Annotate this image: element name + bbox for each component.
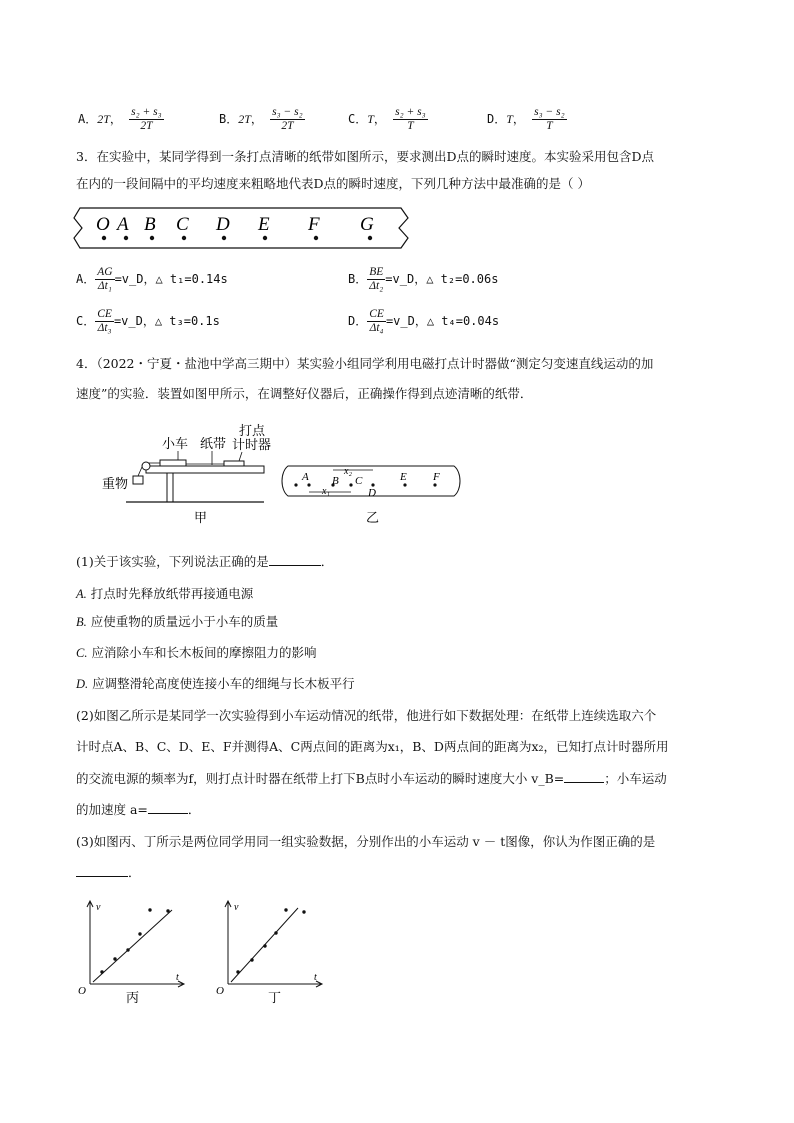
q4-sub2-line1: (2)如图乙所示是某同学一次实验得到小车运动情况的纸带，他进行如下数据处理：在纸带上连续选取六个 (76, 708, 657, 723)
q4-stem-line2: 速度”的实验．装置如图甲所示，在调整好仪器后，正确操作得到点迹清晰的纸带． (76, 386, 533, 401)
origin-label: O (78, 985, 86, 997)
tape-dot (368, 236, 372, 240)
tape-label-d: D (368, 487, 376, 499)
tape-dot (263, 236, 267, 240)
q4-sub1-option-c[interactable]: C. 应消除小车和长木板间的摩擦阻力的影响 (76, 645, 317, 660)
tape-label-a: A (117, 214, 129, 235)
axis-t-label: t (176, 972, 179, 983)
q4-apparatus-figure (96, 422, 272, 528)
tape-label-f: F (308, 214, 320, 235)
tape-dot (102, 236, 106, 240)
axis-v-label: v (234, 902, 239, 913)
q4-sub3-answer-blank[interactable] (76, 864, 128, 877)
q4-sub2-vb-blank[interactable] (564, 770, 604, 783)
timer (224, 461, 244, 466)
tape-dot (314, 236, 318, 240)
axis-v-label: v (96, 902, 101, 913)
tape-label-f: F (433, 471, 440, 483)
tape-label-d: D (216, 214, 230, 235)
q4-tape-figure (280, 460, 470, 528)
axis-t-label: t (314, 972, 317, 983)
tape-label-a: A (302, 471, 309, 483)
tape-dot (124, 236, 128, 240)
q2-option-b[interactable]: B．2T， $\frac{\text{s₃ − s₂}}{2T}$ (219, 106, 303, 132)
tape-label-b: B (144, 214, 156, 235)
tape-dot (222, 236, 226, 240)
q4-sub2-line2: 计时点A、B、C、D、E、F并测得A、C两点间的距离为x₁，B、D两点间的距离为x₂，已知打点计时器所用 (76, 739, 669, 754)
q4-sub1-stem: (1)关于该实验，下列说法正确的是 ． (76, 554, 334, 569)
graph-bing (74, 898, 190, 1008)
caption-bing: 丙 (126, 990, 140, 1005)
tape-dot (150, 236, 154, 240)
tape-dot (182, 236, 186, 240)
tape-label-e: E (258, 214, 270, 235)
q2-option-c[interactable]: C．T， $\frac{\text{s₂ + s₃}}{T}$ (348, 106, 426, 132)
q3-option-d[interactable]: D． $\frac{CE}{\text{Δt₄}}$ =v_D，△ t₄=0.04s (348, 308, 500, 334)
tape-label-b: B (332, 475, 339, 487)
tape-label-o: O (96, 214, 110, 235)
label-weight: 重物 (102, 476, 129, 491)
q3-paper-tape-figure (74, 202, 414, 252)
label-x2: x₂ (344, 466, 352, 477)
label-x1: x₁ (322, 486, 330, 497)
label-timer-top: 打点 (239, 423, 266, 438)
long-board (146, 466, 264, 473)
q4-sub2-line4: 的加速度 a= ． (76, 802, 201, 817)
q4-sub2-a-blank[interactable] (148, 801, 188, 814)
q3-option-c[interactable]: C． $\frac{CE}{\text{Δt₃}}$ =v_D，△ t₃=0.1s (76, 308, 220, 334)
label-car: 小车 (162, 436, 189, 451)
tape-label-c: C (176, 214, 189, 235)
q4-stem-line1: 4．（2022・宁夏・盐池中学高三期中）某实验小组同学利用电磁打点计时器做“测定匀变速直线运动的加 (76, 356, 654, 371)
fit-line (93, 910, 172, 982)
weight (133, 476, 143, 484)
tape-label-g: G (360, 214, 374, 235)
q4-sub3-line2: ． (76, 864, 141, 881)
q3-stem-line2: 在内的一段间隔中的平均速度来粗略地代表D点的瞬时速度，下列几种方法中最准确的是（ ） (76, 176, 590, 191)
table-leg (167, 473, 173, 502)
q2-option-d[interactable]: D．T， $\frac{\text{s₃ − s₂}}{T}$ (487, 106, 565, 132)
tape-label-c: C (355, 475, 363, 487)
caption-jia: 甲 (194, 510, 208, 525)
q3-stem-line1: 3．在实验中，某同学得到一条打点清晰的纸带如图所示，要求测出D点的瞬时速度。本实验采用包含D点 (76, 149, 654, 164)
q3-option-b[interactable]: B． $\frac{BE}{\text{Δt₂}}$ =v_D，△ t₂=0.06s (348, 266, 499, 292)
car (160, 460, 186, 466)
label-tape: 纸带 (200, 436, 227, 451)
graph-ding (212, 898, 328, 1008)
q4-sub3-line1: (3)如图丙、丁所示是两位同学用同一组实验数据，分别作出的小车运动 v － t图像，你认为作图正确的是 (76, 834, 656, 849)
origin-label: O (216, 985, 224, 997)
q4-sub1-answer-blank[interactable] (269, 553, 321, 566)
q2-option-a[interactable]: A．2T， $\frac{\text{s₂ + s₃}}{2T}$ (78, 106, 162, 132)
caption-yi: 乙 (366, 510, 380, 525)
q4-sub1-option-b[interactable]: B. 应使重物的质量远小于小车的质量 (76, 614, 279, 629)
q3-option-a[interactable]: A． $\frac{AG}{\text{Δt₁}}$ =v_D，△ t₁=0.14s (76, 266, 228, 292)
q4-sub1-option-a[interactable]: A. 打点时先释放纸带再接通电源 (76, 586, 254, 601)
q4-sub1-option-d[interactable]: D. 应调整滑轮高度使连接小车的细绳与长木板平行 (76, 676, 355, 691)
q4-sub2-line3: 的交流电源的频率为f，则打点计时器在纸带上打下B点时小车运动的瞬时速度大小 v_B= ；小车运动 (76, 771, 667, 786)
label-timer-bottom: 计时器 (232, 437, 272, 452)
caption-ding: 丁 (268, 990, 282, 1005)
tape-label-e: E (400, 471, 407, 483)
